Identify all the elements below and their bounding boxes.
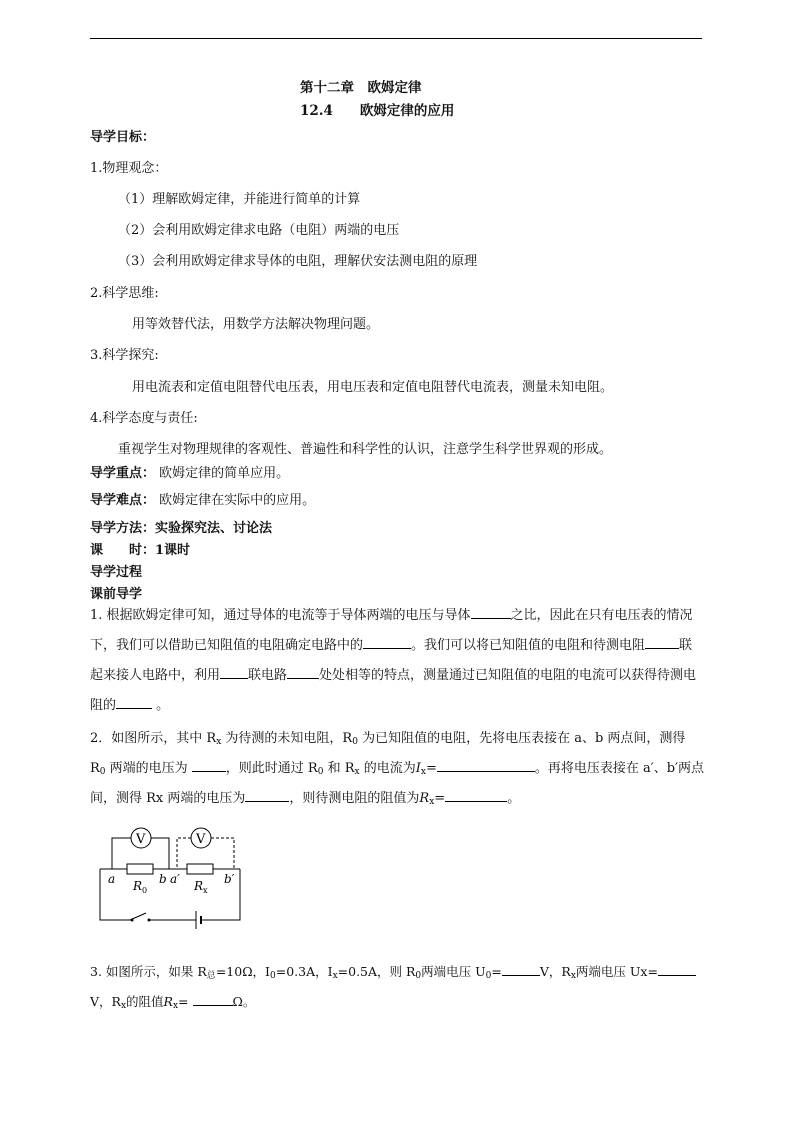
header-rule xyxy=(90,38,702,39)
voltmeter-2-lead-b xyxy=(211,838,234,869)
process-heading: 导学过程 xyxy=(90,565,143,580)
resistor-rx xyxy=(187,864,213,874)
key-point xyxy=(90,462,289,481)
voltmeter-2-label: V xyxy=(196,832,206,847)
objective-4-text: 重视学生对物理规律的客观性、普遍性和科学性的认识，注意学生科学世界观的形成。 xyxy=(118,442,613,457)
difficulty-text: 欧姆定律在实际中的应用。 xyxy=(155,493,316,508)
q2-text-4: 两端的电压为 xyxy=(105,761,192,776)
q1-text-4: 联起来接人电路中，利用 xyxy=(90,638,693,683)
resistor-r0 xyxy=(127,864,153,874)
q3-sub-0c: 0 xyxy=(485,971,492,981)
voltmeter-1-lead-b xyxy=(151,838,169,869)
question-1 xyxy=(90,601,704,721)
q3-text-4: =0.5A，则 R xyxy=(337,964,416,979)
q3-sub-x: x xyxy=(332,971,338,981)
voltmeter-1-label: V xyxy=(136,832,146,847)
class-hours xyxy=(90,539,190,558)
q3-sub-0: 0 xyxy=(270,971,276,981)
q2-rx-symbol: R xyxy=(419,791,430,806)
point-a-label: a xyxy=(108,872,116,886)
q3-text-8: 两端电压 Ux= xyxy=(575,964,658,979)
q2-blank-2 xyxy=(437,758,535,772)
q3-sub-total: 总 xyxy=(206,971,216,981)
q3-blank-1 xyxy=(502,962,540,976)
q1-blank-1 xyxy=(471,605,511,619)
q3-sub-xd: x xyxy=(172,1001,179,1011)
q3-text-2: =10Ω，I xyxy=(215,964,270,979)
objective-4-title: 4.科学态度与责任: xyxy=(90,411,198,426)
q3-text-9: V，R xyxy=(90,994,121,1009)
q2-sub-xb: x xyxy=(354,767,360,777)
q2-text-9: ，则待测电阻的阻值为 xyxy=(289,791,420,806)
q3-text-1: 3. 如图所示，如果 R xyxy=(90,964,207,979)
pre-class-heading: 课前导学 xyxy=(90,587,143,602)
question-3 xyxy=(90,957,704,1017)
difficulty-label: 导学难点： xyxy=(90,493,156,508)
q1-blank-5 xyxy=(287,665,319,679)
q3-blank-2 xyxy=(658,962,696,976)
rx-label: R xyxy=(194,879,204,893)
q2-sub-xc: x xyxy=(420,767,426,777)
objective-1-point-1: （1）理解欧姆定律，并能进行简单的计算 xyxy=(118,192,361,207)
method: 导学方法：实验探究法、讨论法 xyxy=(90,521,273,536)
q2-text-6: 和 R xyxy=(323,761,355,776)
q1-text-3: 。我们可以将已知阻值的电阻和待测电阻 xyxy=(411,638,646,653)
q2-blank-1 xyxy=(192,758,226,772)
objective-1-point-3: （3）会利用欧姆定律求导体的电阻，理解伏安法测电阻的原理 xyxy=(118,254,478,269)
key-point-label: 导学重点： xyxy=(90,466,156,481)
q2-sub-0: 0 xyxy=(352,737,358,747)
point-a-prime-label: a′ xyxy=(170,872,180,886)
q3-text-11: = xyxy=(178,994,193,1009)
q2-sub-0c: 0 xyxy=(317,767,324,777)
class-hours-label: 课 时： xyxy=(90,543,156,558)
objective-3-title: 3.科学探究: xyxy=(90,348,159,363)
objective-1-title: 1.物理观念： xyxy=(90,161,168,176)
q2-text-3: 为已知阻值的电阻，先将电压表接在 a、b 两点间，测得 R xyxy=(90,731,686,776)
q1-text-5: 联电路 xyxy=(248,668,288,683)
q2-text-2: 为待测的未知电阻，R xyxy=(221,731,353,746)
q2-text-5: ，则此时通过 R xyxy=(225,761,318,776)
class-hours-value: 1课时 xyxy=(155,543,191,558)
q3-text-5: 两端电压 U xyxy=(421,964,486,979)
objective-2-text: 用等效替代法，用数学方法解决物理问题。 xyxy=(132,317,380,332)
point-b-label: b xyxy=(159,872,167,886)
q1-text-7: 。 xyxy=(152,698,170,713)
q2-eq-1: = xyxy=(425,761,437,776)
objective-1-point-2: （2）会利用欧姆定律求电路（电阻）两端的电压 xyxy=(118,223,400,238)
q2-sub-x: x xyxy=(216,737,222,747)
q2-eq-2: = xyxy=(434,791,446,806)
switch-contact xyxy=(148,919,151,922)
q2-text-1: 2．如图所示，其中 R xyxy=(90,731,217,746)
q2-text-8: 。再将电压表接在 a′、b′两点间，测得 Rx 两端的电压为 xyxy=(90,761,704,806)
question-2 xyxy=(90,724,704,814)
switch-pivot xyxy=(131,919,134,922)
circuit-diagram xyxy=(90,820,250,932)
chapter-title: 第十二章 欧姆定律 xyxy=(300,80,422,96)
key-point-text: 欧姆定律的简单应用。 xyxy=(155,466,290,481)
q2-sub-xd: x xyxy=(429,797,435,807)
q1-blank-4 xyxy=(220,665,248,679)
q3-sub-0b: 0 xyxy=(415,971,422,981)
q1-blank-6 xyxy=(116,695,152,709)
q3-text-6: = xyxy=(491,964,502,979)
q3-text-7: V，R xyxy=(539,964,571,979)
objectives-heading: 导学目标： xyxy=(90,130,156,145)
q1-blank-2 xyxy=(363,635,411,649)
q1-text-1: 1. 根据欧姆定律可知，通过导体的电流等于导体两端的电压与导体 xyxy=(90,608,471,623)
q2-sub-0b: 0 xyxy=(99,767,106,777)
q1-blank-3 xyxy=(645,635,679,649)
rx-subscript: x xyxy=(203,886,208,895)
q2-ix-symbol: I xyxy=(415,761,421,776)
q3-sub-xb: x xyxy=(570,971,576,981)
q3-text-10: 的阻值 xyxy=(126,994,164,1009)
q3-text-12: Ω。 xyxy=(232,994,256,1009)
q2-blank-3 xyxy=(245,788,289,802)
objective-3-text: 用电流表和定值电阻替代电压表，用电压表和定值电阻替代电流表，测量未知电阻。 xyxy=(132,380,614,395)
q3-sub-xc: x xyxy=(120,1001,127,1011)
q2-text-10: 。 xyxy=(507,791,521,806)
section-title: 12.4 欧姆定律的应用 xyxy=(300,103,455,119)
q2-blank-4 xyxy=(445,788,507,802)
objective-2-title: 2.科学思维: xyxy=(90,286,159,301)
q3-blank-3 xyxy=(193,992,233,1006)
r0-label: R xyxy=(133,879,143,893)
q1-text-2: 之比，因此在只有电压表的情况下，我们可以借助已知阻值的电阻确定电路中的 xyxy=(90,608,693,653)
q3-text-3: =0.3A，I xyxy=(275,964,333,979)
q1-text-6: 处处相等的特点，测量通过已知阻值的电阻的电流可以获得待测电阻的 xyxy=(90,668,697,713)
q2-text-7: 的电流为 xyxy=(359,761,416,776)
r0-subscript: 0 xyxy=(142,886,148,895)
point-b-prime-label: b′ xyxy=(224,872,235,886)
difficulty xyxy=(90,489,315,508)
q3-rx-symbol: R xyxy=(163,994,173,1009)
